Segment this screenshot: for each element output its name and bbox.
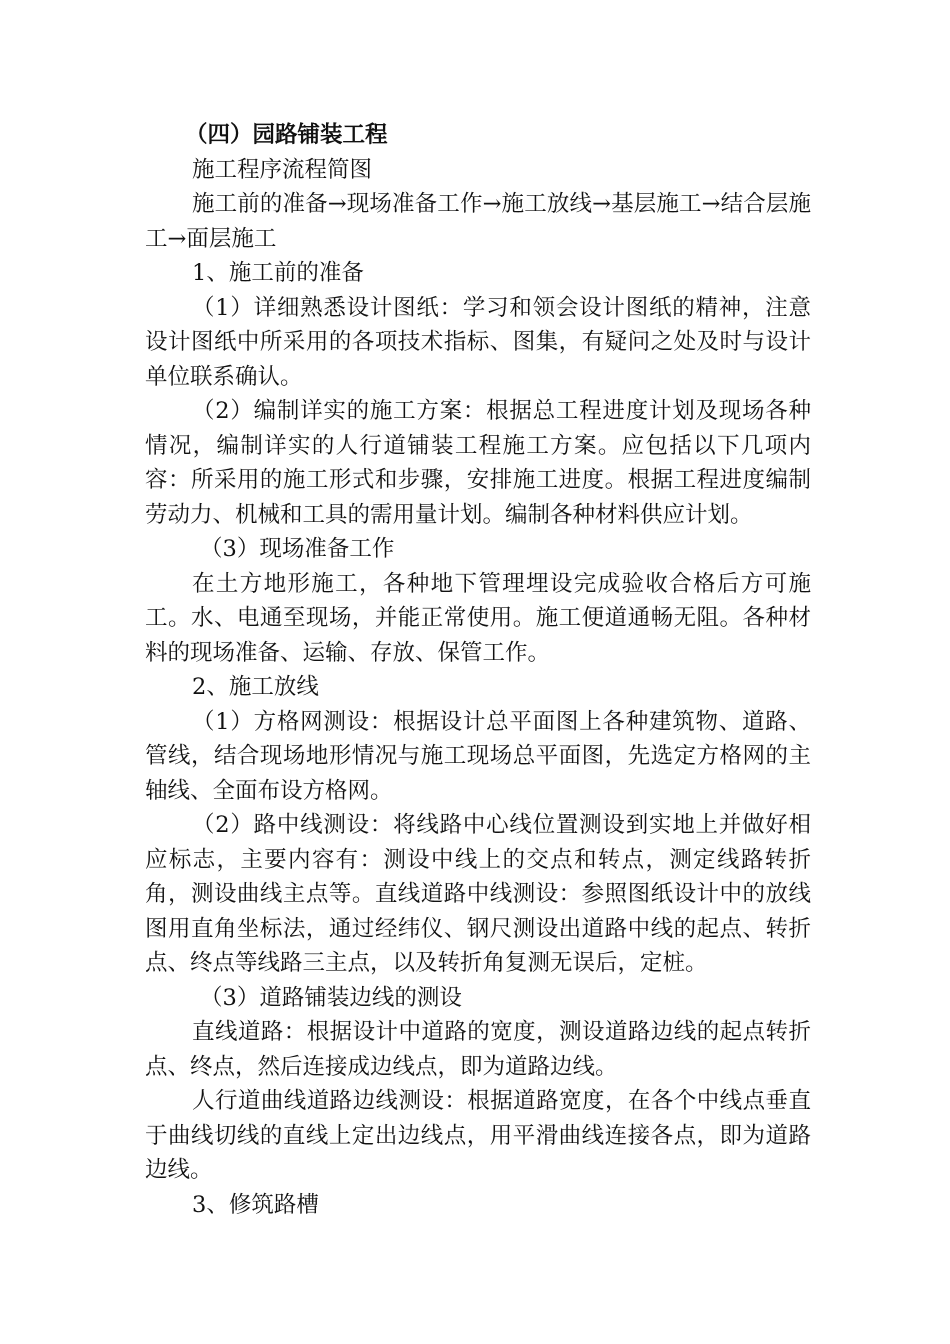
paragraph-flow-sequence: 施工前的准备→现场准备工作→施工放线→基层施工→结合层施工→面层施工 <box>145 191 811 252</box>
paragraph-site-preparation: 在土方地形施工，各种地下管理埋设完成验收合格后方可施工。水、电通至现场，并能正常使用。施工便道通畅无阻。各种材料的现场准备、运输、存放、保管工作。 <box>145 570 811 666</box>
paragraph-straight-road: 直线道路：根据设计中道路的宽度，测设道路边线的起点转折点、终点，然后连接成边线点，即为道路边线。 <box>145 1019 811 1080</box>
paragraph-centerline-survey: （2）路中线测设：将线路中心线位置测设到实地上并做好相应标志，主要内容有：测设中线上的交点和转点，测定线路转折角，测设曲线主点等。直线道路中线测设：参照图纸设计中的放线图用直角坐标法，通过经纬仪、钢尺测设出道路中线的起点、转折点、终点等线路三主点，以及转折角复测无误后，定桩。 <box>145 812 811 976</box>
subheading-preparation: 1、施工前的准备 <box>192 260 364 286</box>
subheading-roadbed: 3、修筑路槽 <box>192 1191 319 1218</box>
paragraph-grid-survey: （1）方格网测设：根据设计总平面图上各种建筑物、道路、管线，结合现场地形情况与施工现场总平面图，先选定方格网的主轴线、全面布设方格网。 <box>145 708 811 804</box>
document-page <box>145 118 811 1222</box>
subheading-site-preparation: （3）现场准备工作 <box>200 536 395 562</box>
paragraph-curved-road: 人行道曲线道路边线测设：根据道路宽度，在各个中线点垂直于曲线切线的直线上定出边线点，用平滑曲线连接各点，即为道路边线。 <box>145 1088 811 1183</box>
section-title: （四）园路铺装工程 <box>185 122 388 148</box>
paragraph-study-drawings: （1）详细熟悉设计图纸：学习和领会设计图纸的精神，注意设计图纸中所采用的各项技术指标、图集，有疑问之处及时与设计单位联系确认。 <box>145 294 811 390</box>
subheading-layout: 2、施工放线 <box>192 674 319 700</box>
subheading-edge-line-survey: （3）道路铺装边线的测设 <box>200 984 462 1011</box>
paragraph-flow-chart-title: 施工程序流程简图 <box>192 156 373 183</box>
paragraph-construction-plan: （2）编制详实的施工方案：根据总工程进度计划及现场各种情况，编制详实的人行道铺装工程施工方案。应包括以下几项内容：所采用的施工形式和步骤，安排施工进度。根据工程进度编制劳动力、机械和工具的需用量计划。编制各种材料供应计划。 <box>145 398 811 528</box>
